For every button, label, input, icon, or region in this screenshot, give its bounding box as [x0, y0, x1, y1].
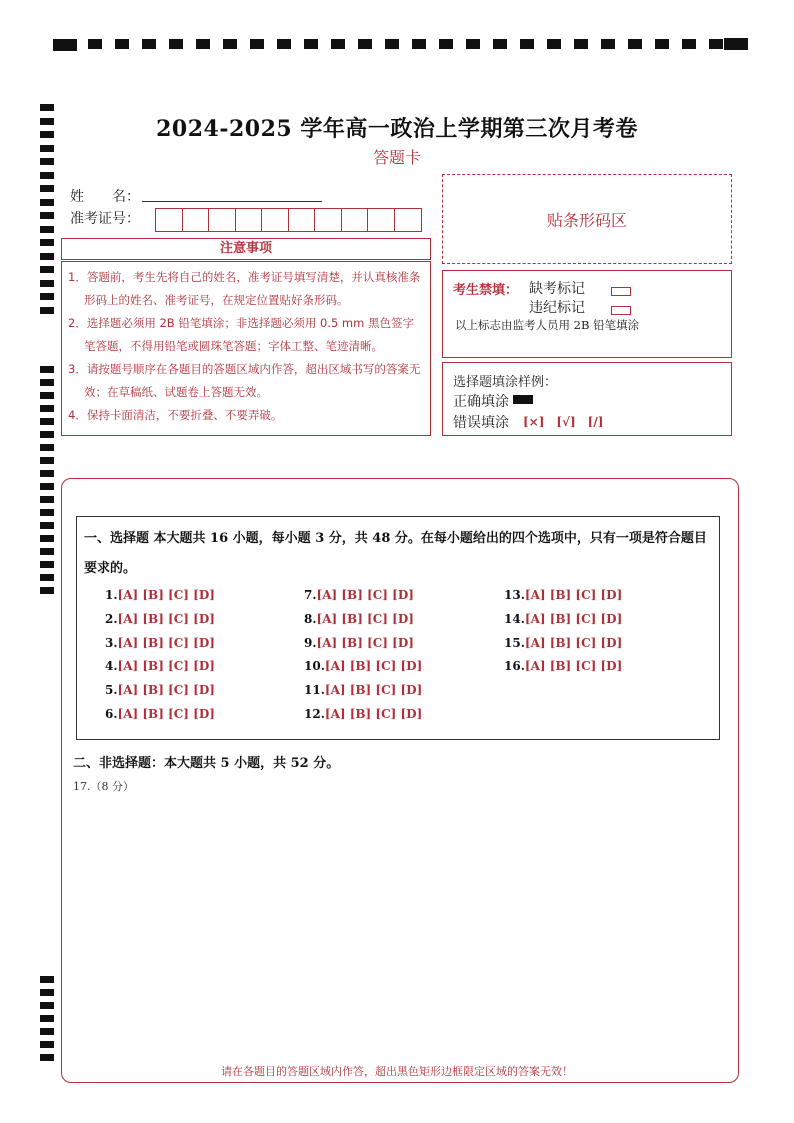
- answer-options[interactable]: [A] [B] [C] [D]: [316, 612, 414, 626]
- timing-mark: [40, 457, 54, 464]
- barcode-area: [442, 174, 732, 264]
- violation-label: 违纪标记: [529, 300, 585, 316]
- notice-title: 注意事项: [61, 238, 431, 260]
- exam-id-label: 准考证号：: [70, 211, 140, 227]
- name-label: 姓 名：: [70, 189, 140, 205]
- id-digit-cell[interactable]: [395, 209, 422, 231]
- timing-mark: [40, 1028, 54, 1035]
- timing-mark: [40, 293, 54, 300]
- notice-item: 1．答题前，考生先将自己的姓名，准考证号填写清楚，并认真核准条形码上的姓名、准考证号，在规定位置贴好条形码。: [68, 270, 421, 307]
- id-digit-cell[interactable]: [156, 209, 183, 231]
- fill-sample-box: [442, 362, 732, 436]
- timing-mark: [40, 1002, 54, 1009]
- id-digit-cell[interactable]: [342, 209, 369, 231]
- id-digit-cell[interactable]: [368, 209, 395, 231]
- timing-mark: [40, 379, 54, 386]
- timing-mark: [40, 280, 54, 287]
- question-number: 16.: [504, 659, 525, 673]
- timing-mark: [40, 253, 54, 260]
- answer-options[interactable]: [A] [B] [C] [D]: [316, 588, 414, 602]
- mc-question[interactable]: [105, 707, 215, 721]
- id-digit-cell[interactable]: [183, 209, 210, 231]
- question-number: 14.: [504, 612, 525, 626]
- timing-mark: [40, 239, 54, 246]
- prohibited-note: 以上标志由监考人员用 2B 铅笔填涂: [455, 318, 640, 332]
- timing-mark: [40, 199, 54, 206]
- sample-title: 选择题填涂样例：: [453, 375, 558, 390]
- answer-options[interactable]: [A] [B] [C] [D]: [524, 588, 623, 602]
- answer-options[interactable]: [A] [B] [C] [D]: [117, 636, 215, 650]
- question-number: 2.: [105, 612, 118, 626]
- mc-question[interactable]: [304, 612, 414, 626]
- question-number: 3.: [105, 636, 118, 650]
- timing-mark: [40, 496, 54, 503]
- timing-mark: [40, 405, 54, 412]
- question-number: 12.: [304, 707, 325, 721]
- question-17-label: 17.（8 分）: [73, 780, 134, 793]
- timing-mark: [40, 185, 54, 192]
- mc-question[interactable]: [105, 659, 215, 673]
- timing-mark: [40, 522, 54, 529]
- mc-question[interactable]: [105, 612, 215, 626]
- id-digit-cell[interactable]: [289, 209, 316, 231]
- question-number: 11.: [304, 683, 325, 697]
- timing-mark: [40, 548, 54, 555]
- mc-question[interactable]: [105, 588, 215, 602]
- timing-mark: [40, 418, 54, 425]
- mc-question[interactable]: [105, 636, 215, 650]
- timing-mark: [40, 307, 54, 314]
- notice-item: 2．选择题必须用 2B 铅笔填涂；非选择题必须用 0.5 mm 黑色签字笔答题，不得用铅笔或圆珠笔答题；字体工整、笔迹清晰。: [68, 316, 414, 353]
- timing-mark: [40, 104, 54, 111]
- mc-question[interactable]: [504, 612, 622, 626]
- timing-mark: [40, 392, 54, 399]
- answer-options[interactable]: [A] [B] [C] [D]: [324, 707, 423, 721]
- question-number: 13.: [504, 588, 525, 602]
- exam-id-boxes[interactable]: [155, 208, 422, 232]
- answer-options[interactable]: [A] [B] [C] [D]: [524, 659, 623, 673]
- question-number: 1.: [105, 588, 118, 602]
- answer-options[interactable]: [A] [B] [C] [D]: [316, 636, 414, 650]
- notice-item: 3．请按题号顺序在各题目的答题区域内作答，超出区域书写的答案无效；在草稿纸、试题卷上答题无效。: [68, 362, 421, 399]
- correct-fill-label: 正确填涂: [453, 394, 509, 410]
- answer-options[interactable]: [A] [B] [C] [D]: [524, 636, 623, 650]
- timing-mark: [40, 587, 54, 594]
- timing-mark: [40, 509, 54, 516]
- question-number: 8.: [304, 612, 317, 626]
- notice-box: [61, 261, 431, 436]
- question-number: 7.: [304, 588, 317, 602]
- wrong-fill-label: 错误填涂: [453, 415, 509, 431]
- prohibited-box: [442, 270, 732, 358]
- answer-options[interactable]: [A] [B] [C] [D]: [524, 612, 623, 626]
- id-digit-cell[interactable]: [262, 209, 289, 231]
- footer-warning: 请在各题目的答题区域内作答，超出黑色矩形边框限定区域的答案无效！: [221, 1065, 573, 1078]
- id-digit-cell[interactable]: [315, 209, 342, 231]
- timing-mark: [40, 444, 54, 451]
- timing-mark: [40, 226, 54, 233]
- timing-mark: [40, 470, 54, 477]
- answer-options[interactable]: [A] [B] [C] [D]: [117, 659, 215, 673]
- timing-mark: [40, 266, 54, 273]
- question-17-answer-area[interactable]: [70, 798, 730, 1053]
- mc-question[interactable]: [304, 659, 422, 673]
- section2-title: 二、非选择题：本大题共 5 小题，共 52 分。: [73, 756, 340, 771]
- timing-mark: [40, 212, 54, 219]
- timing-mark: [40, 172, 54, 179]
- id-digit-cell[interactable]: [209, 209, 236, 231]
- answer-options[interactable]: [A] [B] [C] [D]: [324, 683, 423, 697]
- notice-item: 4．保持卡面清洁，不要折叠、不要弄破。: [68, 408, 283, 422]
- answer-options[interactable]: [A] [B] [C] [D]: [324, 659, 423, 673]
- answer-options[interactable]: [A] [B] [C] [D]: [117, 683, 215, 697]
- question-number: 15.: [504, 636, 525, 650]
- barcode-label: 贴条形码区: [546, 210, 627, 230]
- mc-question[interactable]: [304, 636, 414, 650]
- mc-question[interactable]: [304, 588, 414, 602]
- question-number: 10.: [304, 659, 325, 673]
- timing-mark: [40, 989, 54, 996]
- timing-mark: [40, 1041, 54, 1048]
- page-title: 2024-2025 学年高一政治上学期第三次月考卷: [156, 116, 638, 142]
- id-digit-cell[interactable]: [236, 209, 263, 231]
- wrong-fill-marks: [×] [√] [/]: [523, 415, 604, 429]
- absent-label: 缺考标记: [529, 281, 585, 297]
- timing-mark: [40, 483, 54, 490]
- timing-mark: [40, 1054, 54, 1061]
- timing-mark: [40, 535, 54, 542]
- timing-mark: [40, 561, 54, 568]
- prohibited-label: 考生禁填：: [453, 283, 519, 298]
- answer-options[interactable]: [A] [B] [C] [D]: [117, 612, 215, 626]
- answer-options[interactable]: [A] [B] [C] [D]: [117, 707, 215, 721]
- mc-question[interactable]: [504, 659, 622, 673]
- question-number: 4.: [105, 659, 118, 673]
- question-number: 6.: [105, 707, 118, 721]
- mc-question[interactable]: [504, 636, 622, 650]
- timing-mark: [40, 366, 54, 373]
- page-subtitle: 答题卡: [372, 148, 421, 167]
- mc-question[interactable]: [105, 683, 215, 697]
- mc-question[interactable]: [504, 588, 622, 602]
- timing-mark: [40, 1015, 54, 1022]
- section1-description: 一、选择题 本大题共 16 小题，每小题 3 分，共 48 分。在每小题给出的四个选项中，只有一项是符合题目要求的。: [84, 531, 707, 576]
- timing-mark: [40, 431, 54, 438]
- answer-options[interactable]: [A] [B] [C] [D]: [117, 588, 215, 602]
- absent-checkbox[interactable]: [611, 281, 631, 300]
- timing-mark: [40, 574, 54, 581]
- timing-mark: [40, 976, 54, 983]
- question-number: 5.: [105, 683, 118, 697]
- correct-fill-mark: [513, 395, 533, 404]
- mc-question[interactable]: [304, 683, 422, 697]
- mc-question[interactable]: [304, 707, 422, 721]
- name-field[interactable]: [142, 201, 322, 202]
- question-number: 9.: [304, 636, 317, 650]
